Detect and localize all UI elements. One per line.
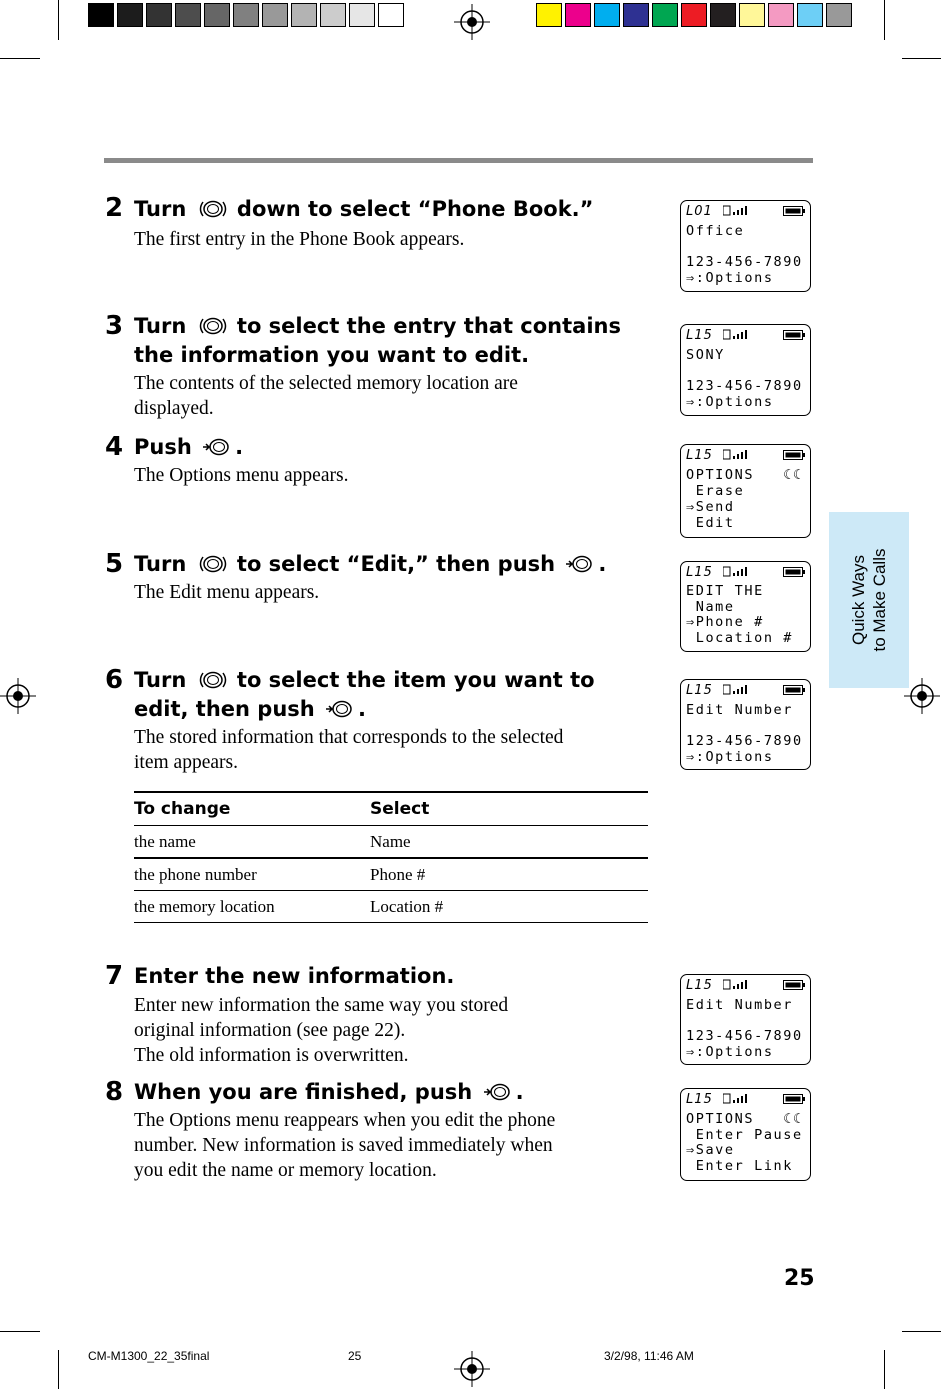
color-swatch (681, 3, 707, 27)
step-description-line: The Options menu reappears when you edit the phone (134, 1110, 556, 1131)
table-header-cell: To change (134, 792, 370, 826)
signal-strength-icon (723, 1092, 757, 1104)
crop-mark (884, 1350, 885, 1389)
color-swatch (233, 3, 259, 27)
table-cell: Name (370, 826, 648, 859)
jog-dial-turn-icon (197, 670, 227, 690)
signal-strength-icon (723, 978, 757, 990)
color-swatch (378, 3, 404, 27)
table-row (134, 891, 648, 923)
lcd-line: ⇒Send (686, 499, 735, 515)
table-cell: the memory location (134, 891, 370, 923)
jog-dial-push-icon (202, 437, 232, 457)
page-number: 25 (784, 1266, 815, 1291)
memory-location-code: L15 (686, 328, 713, 343)
lcd-display (680, 444, 811, 538)
lcd-line: Edit (686, 515, 735, 531)
lcd-line: EDIT THE (686, 583, 764, 599)
lcd-display (680, 1088, 811, 1181)
step-number: 6 (105, 665, 124, 695)
step-number: 2 (105, 193, 124, 223)
signal-strength-icon (723, 204, 757, 216)
lcd-line: Location # (686, 630, 794, 646)
step-number: 3 (105, 311, 124, 341)
crop-mark (58, 1350, 59, 1389)
lcd-line: 123-456-7890 (686, 733, 803, 749)
step-number: 7 (105, 961, 124, 991)
lcd-line: ⇒Save (686, 1142, 735, 1158)
step-description: The Edit menu appears. (134, 582, 320, 603)
lcd-line: Edit Number (686, 997, 794, 1013)
color-swatch (88, 3, 114, 27)
slug-date: 3/2/98, 11:46 AM (604, 1349, 694, 1363)
color-swatch (349, 3, 375, 27)
lcd-line: ⇒Phone # (686, 614, 764, 630)
slug-filename: CM-M1300_22_35final (88, 1349, 210, 1363)
lcd-line: Name (686, 599, 735, 615)
battery-icon (783, 567, 805, 577)
color-swatch (291, 3, 317, 27)
lcd-line: Edit Number (686, 702, 794, 718)
lcd-line: SONY (686, 347, 725, 363)
lcd-display (680, 679, 811, 770)
lcd-line: Enter Link (686, 1158, 794, 1174)
step-description-line: displayed. (134, 398, 214, 419)
color-swatch (262, 3, 288, 27)
color-swatch (768, 3, 794, 27)
table-header-cell: Select (370, 792, 648, 826)
jog-dial-push-icon (325, 699, 355, 719)
change-select-table (134, 791, 648, 923)
table-cell: the phone number (134, 858, 370, 891)
step-heading (134, 312, 621, 370)
step-heading-text: the information you want to edit. (134, 343, 530, 367)
color-swatch (117, 3, 143, 27)
step-description: The first entry in the Phone Book appears. (134, 229, 465, 250)
lcd-line: ⇒:Options (686, 394, 774, 410)
signal-strength-icon (723, 448, 757, 460)
table-header-row (134, 792, 648, 826)
color-swatch (175, 3, 201, 27)
crop-mark (0, 1331, 40, 1332)
registration-mark-icon (452, 4, 492, 44)
battery-icon (783, 1094, 805, 1104)
table-cell: the name (134, 826, 370, 859)
signal-strength-icon (723, 565, 757, 577)
section-tab-label (829, 512, 909, 688)
color-swatch (797, 3, 823, 27)
table-cell: Location # (370, 891, 648, 923)
table-row (134, 826, 648, 859)
step-description (134, 725, 563, 775)
step-heading (134, 550, 606, 579)
jog-dial-turn-icon (197, 199, 227, 219)
jog-dial-turn-icon (197, 316, 227, 336)
step-heading (134, 195, 593, 224)
step-heading-text: to select the entry that contains (236, 314, 621, 338)
crop-mark (884, 0, 885, 40)
lcd-line: OPTIONS ☾☾ (686, 467, 803, 483)
lcd-line: Office (686, 223, 745, 239)
step-description-line: The stored information that corresponds to the selected (134, 727, 564, 748)
color-swatch (623, 3, 649, 27)
step-description-line: original information (see page 22). (134, 1020, 406, 1041)
table-cell: Phone # (370, 858, 648, 891)
color-swatch (710, 3, 736, 27)
color-swatch (320, 3, 346, 27)
jog-dial-push-icon (565, 554, 595, 574)
step-description (134, 993, 508, 1068)
step-heading (134, 433, 243, 462)
color-swatch (146, 3, 172, 27)
step-heading-text: Push (134, 435, 192, 459)
lcd-line: 123-456-7890 (686, 378, 803, 394)
section-tab-line: to Make Calls (870, 548, 889, 652)
memory-location-code: L15 (686, 683, 713, 698)
color-swatch (594, 3, 620, 27)
step-number: 5 (105, 549, 124, 579)
step-heading-text: down to select “Phone Book.” (236, 197, 594, 221)
step-description: The Options menu appears. (134, 465, 349, 486)
step-heading-text: Turn (134, 552, 187, 576)
memory-location-code: L15 (686, 1092, 713, 1107)
signal-strength-icon (723, 328, 757, 340)
crop-mark (58, 0, 59, 40)
slug-page: 25 (348, 1349, 362, 1363)
battery-icon (783, 450, 805, 460)
lcd-line: ⇒:Options (686, 270, 774, 286)
step-heading-text: Turn (134, 668, 187, 692)
battery-icon (783, 980, 805, 990)
battery-icon (783, 330, 805, 340)
step-heading-text: . (515, 1080, 524, 1104)
top-rule (104, 158, 813, 163)
step-heading (134, 1078, 524, 1107)
memory-location-code: L01 (686, 204, 713, 219)
crop-mark (0, 58, 40, 59)
memory-location-code: L15 (686, 448, 713, 463)
step-description (134, 371, 518, 421)
jog-dial-turn-icon (197, 554, 227, 574)
step-heading-text: . (235, 435, 244, 459)
step-heading-text: edit, then push (134, 697, 315, 721)
step-number: 4 (105, 432, 124, 462)
battery-icon (783, 685, 805, 695)
lcd-line: OPTIONS ☾☾ (686, 1111, 803, 1127)
battery-icon (783, 206, 805, 216)
step-description-line: item appears. (134, 752, 238, 773)
lcd-display (680, 200, 811, 292)
step-heading-text: . (598, 552, 607, 576)
lcd-line: ⇒:Options (686, 1044, 774, 1060)
memory-location-code: L15 (686, 978, 713, 993)
color-swatch (536, 3, 562, 27)
crop-mark (902, 1331, 941, 1332)
step-heading: Enter the new information. (134, 964, 455, 988)
step-heading-text: . (358, 697, 367, 721)
step-description-line: you edit the name or memory location. (134, 1160, 437, 1181)
registration-mark-icon (452, 1349, 492, 1389)
step-heading-text: When you are finished, push (134, 1080, 473, 1104)
step-description-line: Enter new information the same way you stored (134, 995, 509, 1016)
lcd-line: 123-456-7890 (686, 254, 803, 270)
step-heading-text: to select the item you want to (236, 668, 595, 692)
step-description (134, 1108, 555, 1183)
registration-mark-icon (0, 676, 40, 716)
lcd-line: ⇒:Options (686, 749, 774, 765)
lcd-line: Enter Pause (686, 1127, 803, 1143)
step-heading-text: Turn (134, 197, 187, 221)
step-description-line: The contents of the selected memory location are (134, 373, 518, 394)
jog-dial-push-icon (483, 1082, 513, 1102)
color-swatch (652, 3, 678, 27)
step-heading-text: Turn (134, 314, 187, 338)
step-heading-text: to select “Edit,” then push (236, 552, 556, 576)
step-number: 8 (105, 1077, 124, 1107)
lcd-line: Erase (686, 483, 745, 499)
color-swatch (826, 3, 852, 27)
color-swatch (204, 3, 230, 27)
step-description-line: The old information is overwritten. (134, 1045, 409, 1066)
signal-strength-icon (723, 683, 757, 695)
lcd-display (680, 974, 811, 1065)
section-tab-line: Quick Ways (849, 554, 868, 646)
crop-mark (902, 58, 941, 59)
lcd-display (680, 324, 811, 416)
color-swatch (565, 3, 591, 27)
step-heading (134, 666, 595, 724)
memory-location-code: L15 (686, 565, 713, 580)
lcd-line: 123-456-7890 (686, 1028, 803, 1044)
table-row (134, 858, 648, 891)
step-description-line: number. New information is saved immediately when (134, 1135, 553, 1156)
color-swatch (739, 3, 765, 27)
lcd-display (680, 561, 811, 652)
